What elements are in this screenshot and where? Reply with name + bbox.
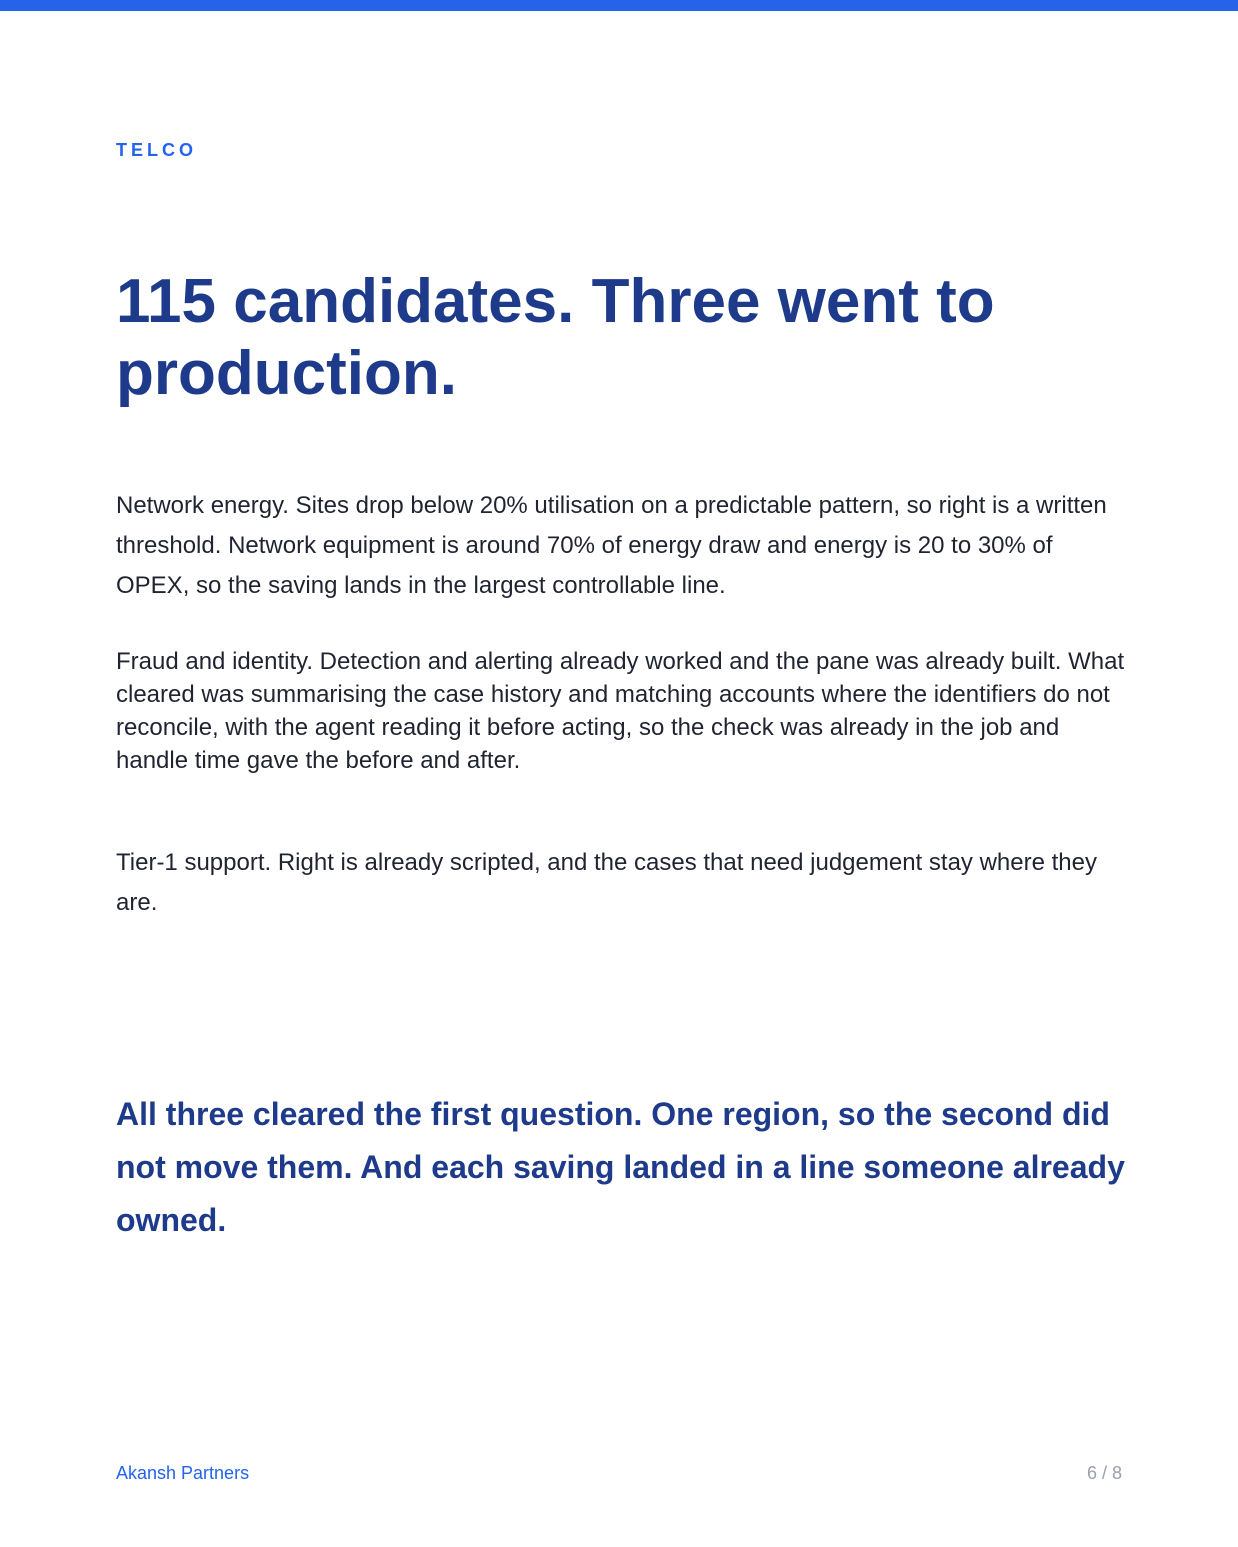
section-kicker: TELCO <box>116 140 197 160</box>
footer-brand: Akansh Partners <box>116 1463 250 1483</box>
page-title: 115 candidates. Three went to production. <box>116 267 995 408</box>
page-number: 6 / 8 <box>1086 1463 1122 1483</box>
paragraph-tier1-support: Tier-1 support. Right is already scripted, and the cases that need judgement stay where they are. <box>116 849 1097 916</box>
pull-quote: All three cleared the first question. One region, so the second did not move them. And each saving landed in a line someone already owned. <box>116 1096 1125 1238</box>
paragraph-network-energy: Network energy. Sites drop below 20% utilisation on a predictable pattern, so right is a written threshold. Network equipment is around 70% of energy draw and energy is 20 to 30% of OPEX, so the saving lands in the largest controllable line. <box>116 492 1107 599</box>
top-accent-bar <box>0 0 1238 11</box>
paragraph-fraud-identity: Fraud and identity. Detection and alerting already worked and the pane was already built. What cleared was summarising the case history and matching accounts where the identifiers do not reconcile, with the agent reading it before acting, so the check was already in the job and handle time gave the before and after. <box>116 648 1125 774</box>
